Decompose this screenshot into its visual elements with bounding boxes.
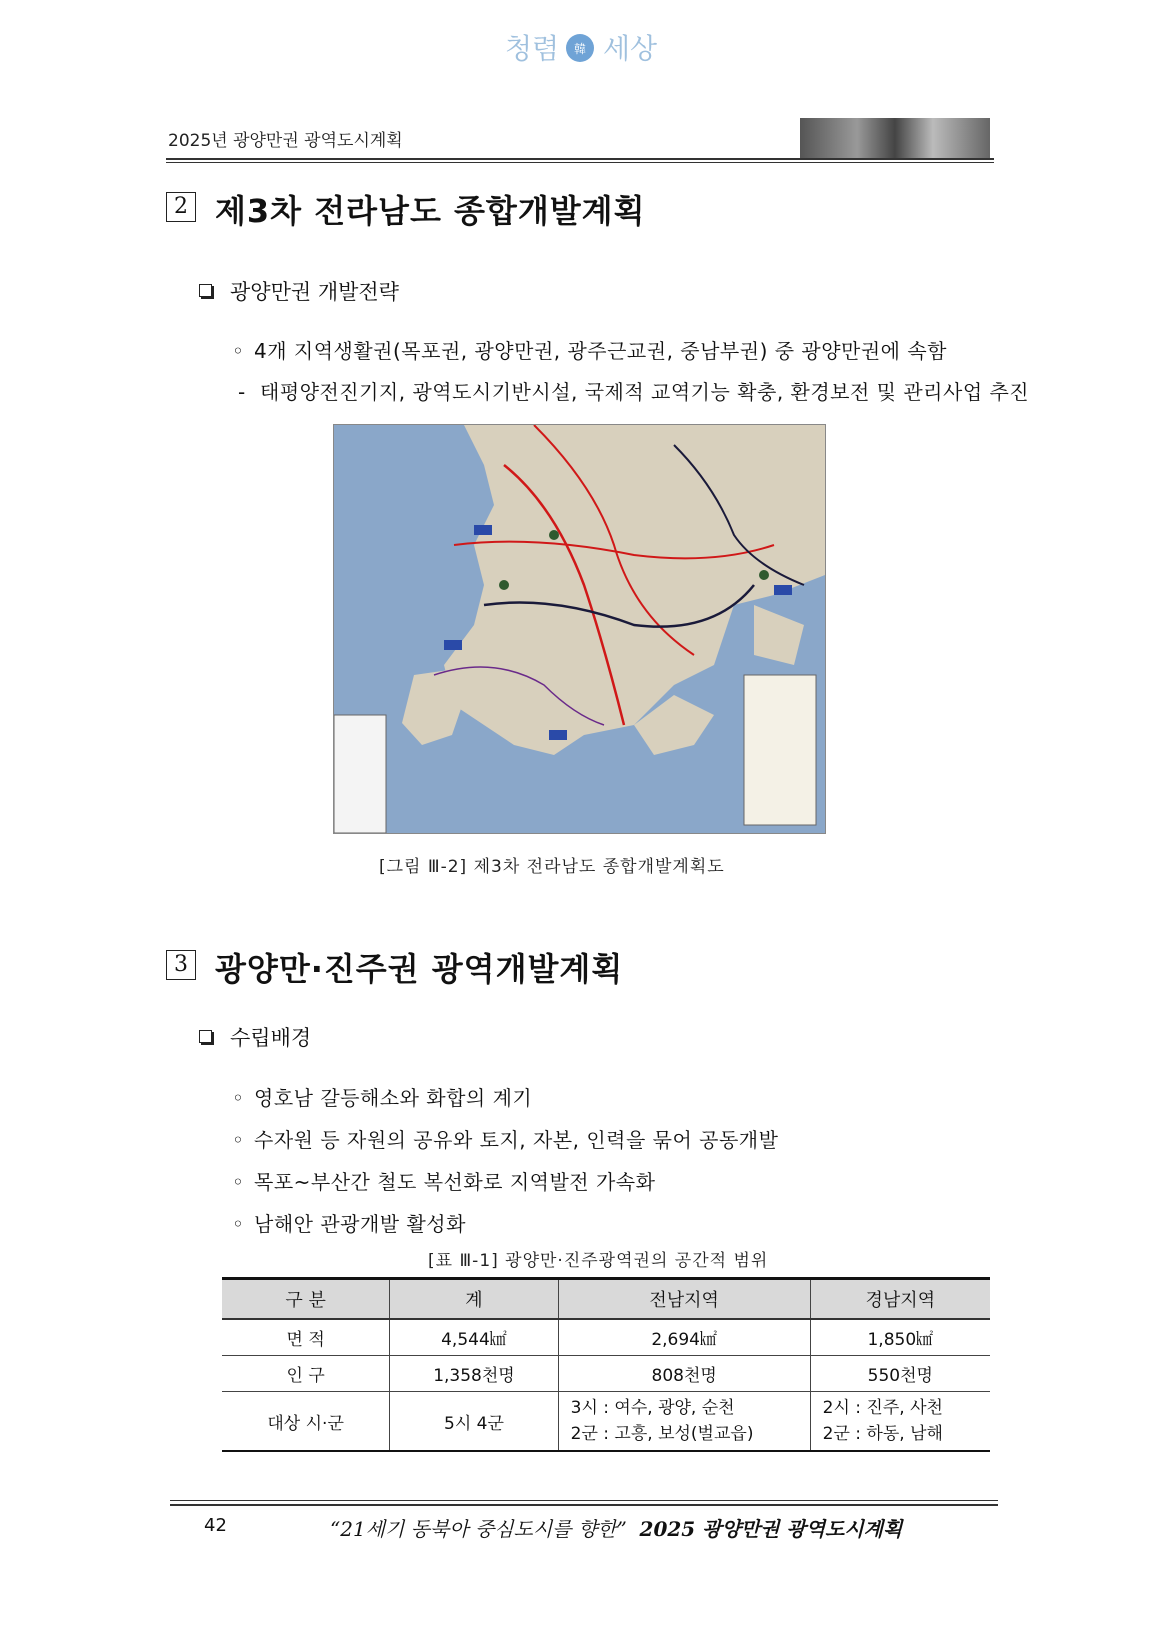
- footer-quote: “21세기 동북아 중심도시를 향한”: [330, 1517, 627, 1541]
- running-header: 2025년 광양만권 광역도시계획: [168, 131, 403, 151]
- table-cell: 1,850㎢: [810, 1319, 990, 1356]
- table-caption: [표 Ⅲ-1] 광양만·진주광역권의 공간적 범위: [428, 1251, 769, 1271]
- list-item: ◦ 수자원 등 자원의 공유와 토지, 자본, 인력을 묶어 공동개발: [232, 1128, 779, 1152]
- table-header: 전남지역: [558, 1279, 810, 1320]
- table-cell: 5시 4군: [390, 1392, 558, 1452]
- circle-bullet-icon: ◦: [232, 1212, 245, 1236]
- table-cell: 대상 시·군: [222, 1392, 390, 1452]
- footer-title: [330, 1513, 902, 1542]
- list-item: ◦ 남해안 관광개발 활성화: [232, 1212, 466, 1236]
- section-title: 제3차 전라남도 종합개발계획: [215, 192, 646, 230]
- logo: [480, 22, 680, 72]
- footer-doc-title: 2025 광양만권 광역도시계획: [639, 1517, 903, 1541]
- table-row: [222, 1392, 990, 1452]
- circle-bullet-icon: ◦: [232, 1128, 245, 1152]
- table-cell: 인 구: [222, 1356, 390, 1392]
- table-cell: 550천명: [810, 1356, 990, 1392]
- square-bullet-icon: [199, 1030, 212, 1043]
- circle-bullet-icon: ◦: [232, 1170, 245, 1194]
- table-row: [222, 1319, 990, 1356]
- table-cell: 808천명: [558, 1356, 810, 1392]
- logo-text-left: 청렴: [504, 32, 560, 65]
- list-item: ◦ 목포~부산간 철도 복선화로 지역발전 가속화: [232, 1170, 656, 1194]
- cell-line: 2시 : 진주, 사천: [822, 1398, 943, 1418]
- header-photo-strip: [800, 118, 990, 158]
- footer-rule-thin: [170, 1500, 998, 1501]
- cell-line: 3시 : 여수, 광양, 순천: [570, 1398, 735, 1418]
- section-number-box: 3: [166, 950, 196, 980]
- table-cell: 면 적: [222, 1319, 390, 1356]
- table-cell: 2,694㎢: [558, 1319, 810, 1356]
- figure-caption: [그림 Ⅲ-2] 제3차 전라남도 종합개발계획도: [379, 857, 725, 877]
- table-row: [222, 1356, 990, 1392]
- section-number-box: 2: [166, 192, 196, 222]
- svg-text:韓: 韓: [573, 42, 587, 56]
- cell-line: 2군 : 고흥, 보성(벌교읍): [570, 1424, 754, 1444]
- logo-text-right: 세상: [602, 32, 658, 65]
- spatial-scope-table: [222, 1277, 990, 1452]
- page-number: 42: [204, 1515, 227, 1536]
- header-rule: [166, 158, 994, 160]
- footer-rule: [170, 1504, 998, 1506]
- header-rule-thin: [166, 162, 994, 163]
- list-item: ◦ 영호남 갈등해소와 화합의 계기: [232, 1086, 533, 1110]
- table-cell: 4,544㎢: [390, 1319, 558, 1356]
- subheading: 수립배경: [230, 1026, 312, 1050]
- list-item: ◦ 4개 지역생활권(목포권, 광양만권, 광주근교권, 중남부권) 중 광양만권에 속함: [232, 339, 948, 363]
- list-sub-item: - 태평양전진기지, 광역도시기반시설, 국제적 교역기능 확충, 환경보전 및 관리사업 추진: [238, 380, 1030, 404]
- table-header: 구 분: [222, 1279, 390, 1320]
- section-title: 광양만·진주권 광역개발계획: [215, 950, 624, 988]
- circle-bullet-icon: ◦: [232, 1086, 245, 1110]
- development-plan-map: [333, 424, 826, 834]
- square-bullet-icon: [199, 284, 212, 297]
- dash-bullet-icon: -: [238, 380, 246, 404]
- table-cell-multiline: [558, 1392, 810, 1452]
- table-header: 경남지역: [810, 1279, 990, 1320]
- table-cell-multiline: [810, 1392, 990, 1452]
- table-cell: 1,358천명: [390, 1356, 558, 1392]
- table-header-row: [222, 1279, 990, 1320]
- table-header: 계: [390, 1279, 558, 1320]
- cell-line: 2군 : 하동, 남해: [822, 1424, 943, 1444]
- subheading: 광양만권 개발전략: [230, 280, 399, 304]
- circle-bullet-icon: ◦: [232, 339, 245, 363]
